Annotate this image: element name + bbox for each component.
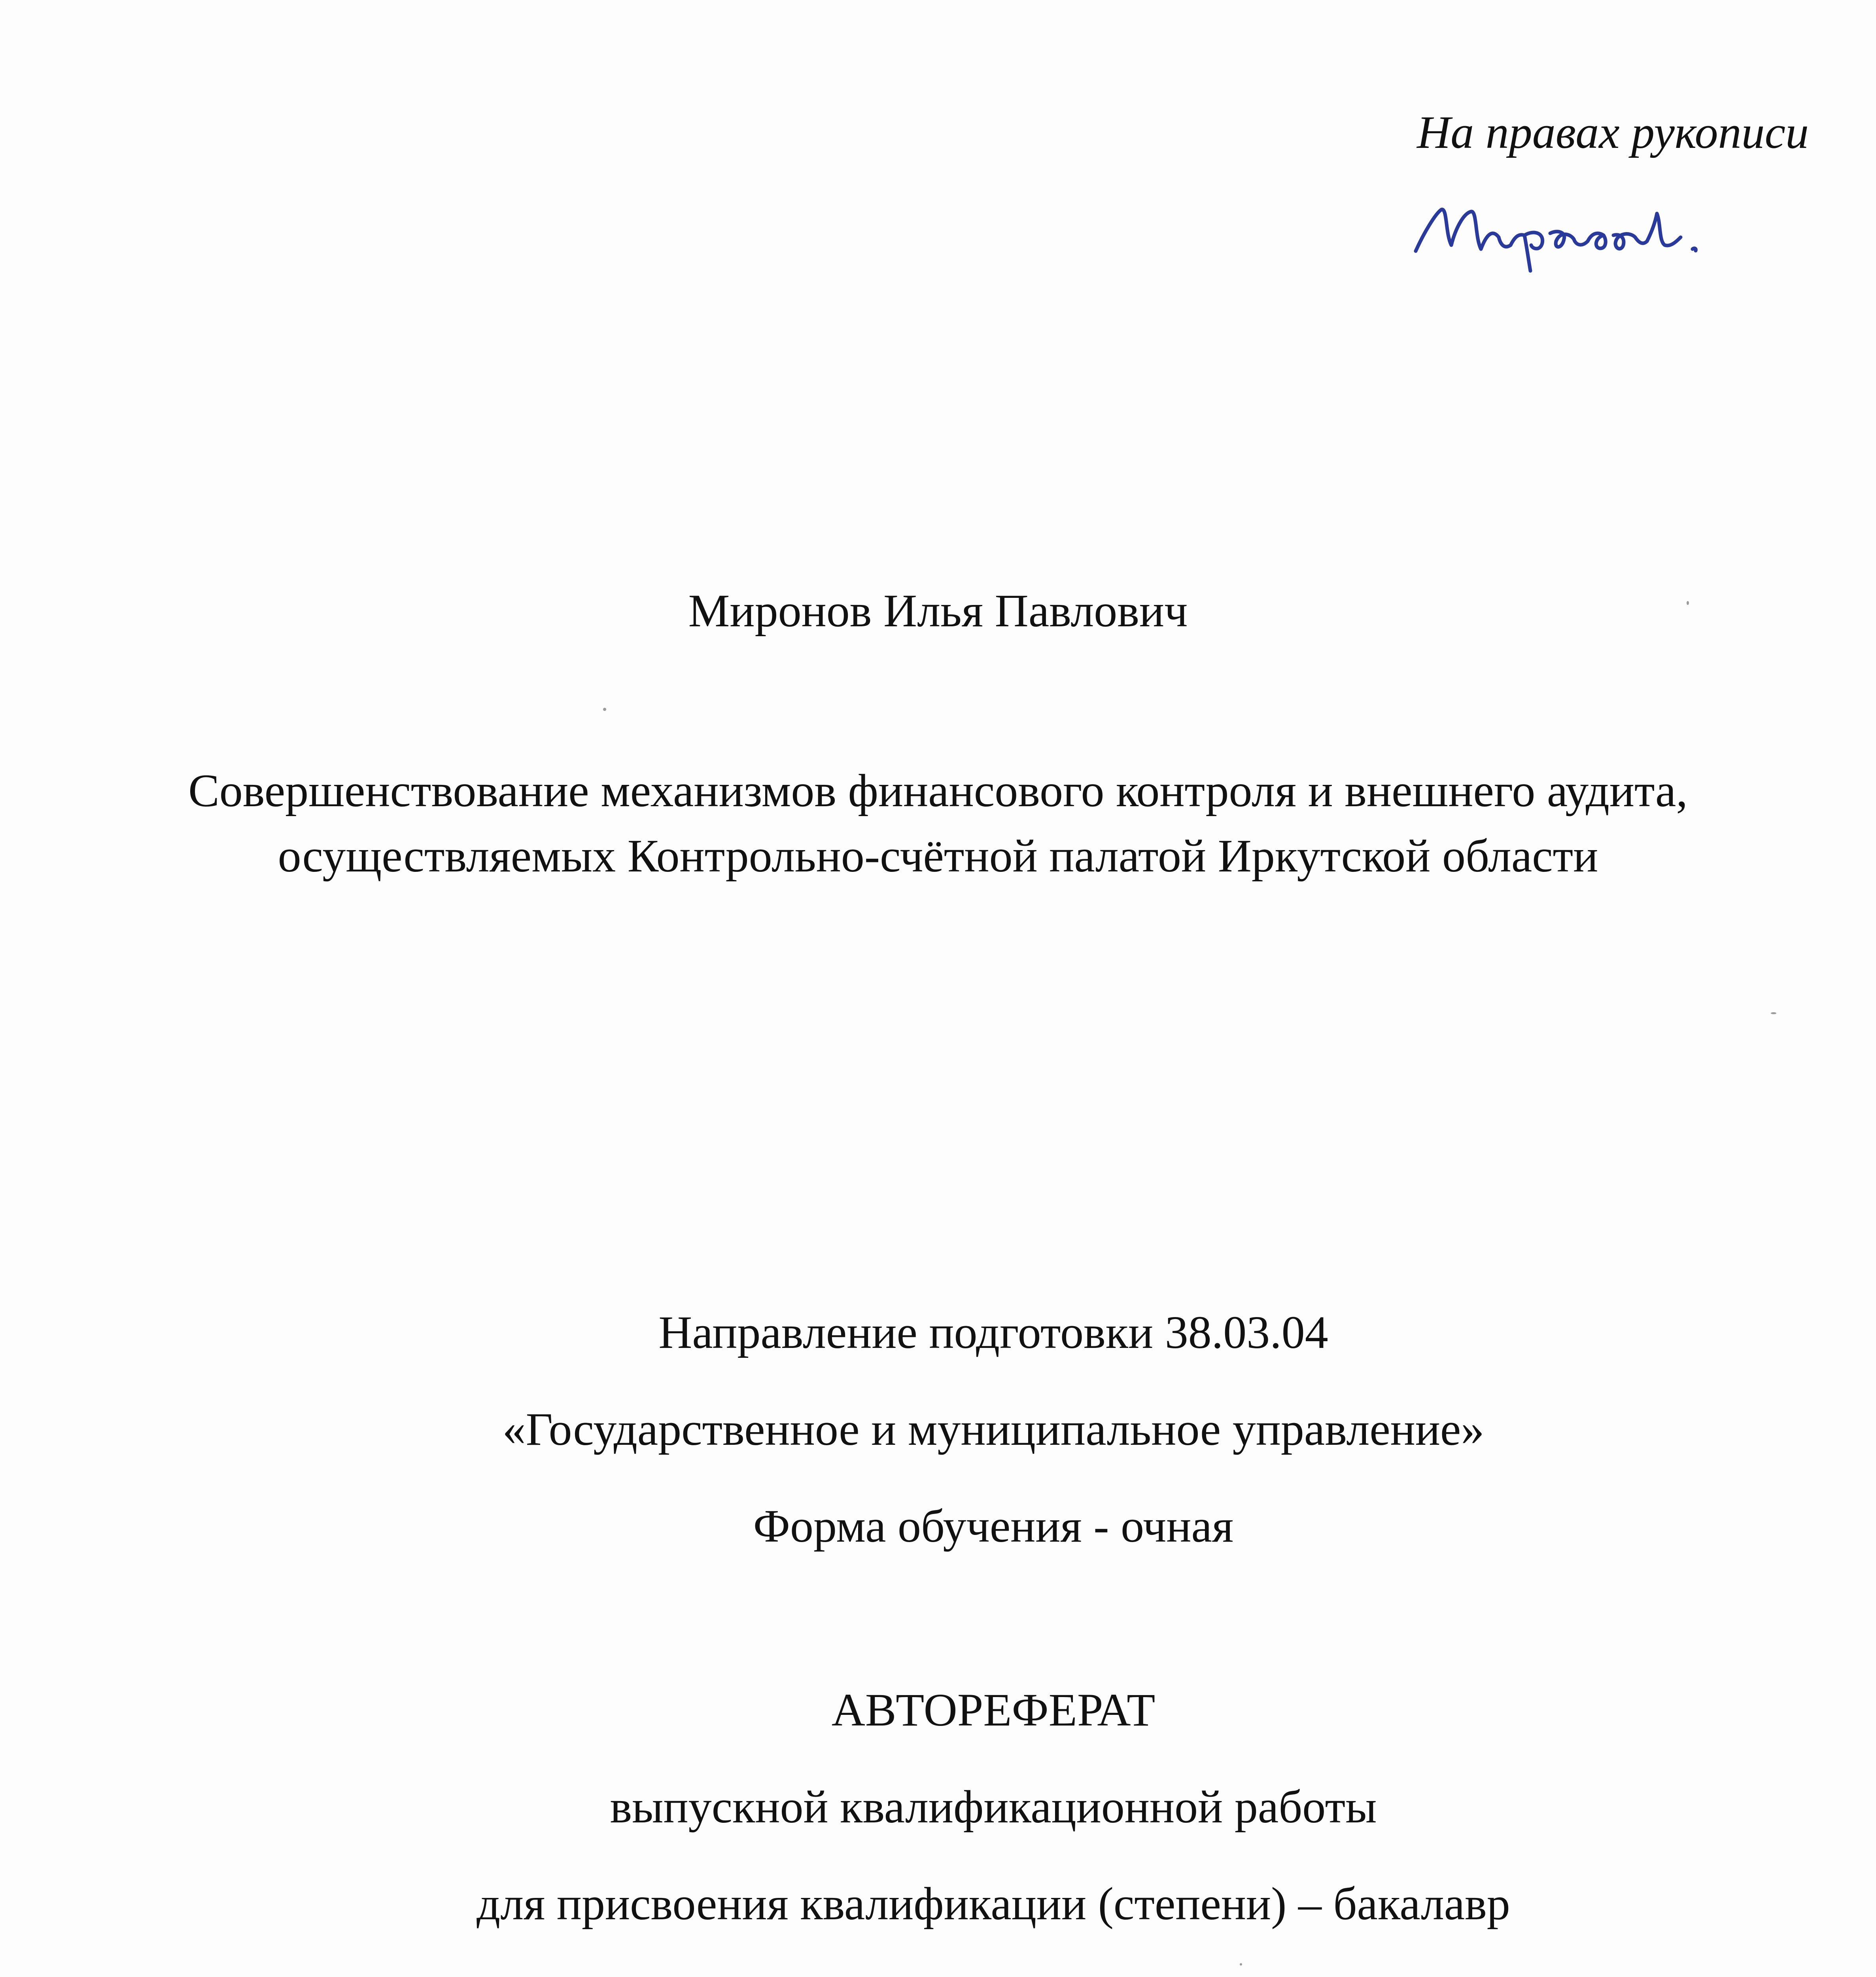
thesis-title-line-1: Совершенствование механизмов финансового контроля и внешнего аудита, — [188, 765, 1688, 817]
scan-speck — [1240, 1963, 1242, 1966]
document-type-line-1: выпускной квалификационной работы — [610, 1781, 1377, 1833]
author-name: Миронов Илья Павлович — [688, 585, 1188, 637]
handwritten-signature — [1408, 186, 1736, 277]
scan-speck — [603, 708, 606, 711]
thesis-title-line-2: осуществляемых Контрольно-счётной палатой Иркутской области — [278, 830, 1598, 882]
scan-speck — [1771, 1012, 1776, 1014]
study-form: Форма обучения - очная — [753, 1500, 1234, 1552]
rights-note: На правах рукописи — [1417, 106, 1809, 158]
scan-speck — [1687, 601, 1689, 605]
document-type-line-2: для присвоения квалификации (степени) – бакалавр — [477, 1878, 1510, 1930]
training-direction: Направление подготовки 38.03.04 — [658, 1306, 1328, 1358]
training-profile: «Государственное и муниципальное управление» — [502, 1403, 1485, 1455]
document-type-heading: АВТОРЕФЕРАТ — [831, 1684, 1155, 1736]
